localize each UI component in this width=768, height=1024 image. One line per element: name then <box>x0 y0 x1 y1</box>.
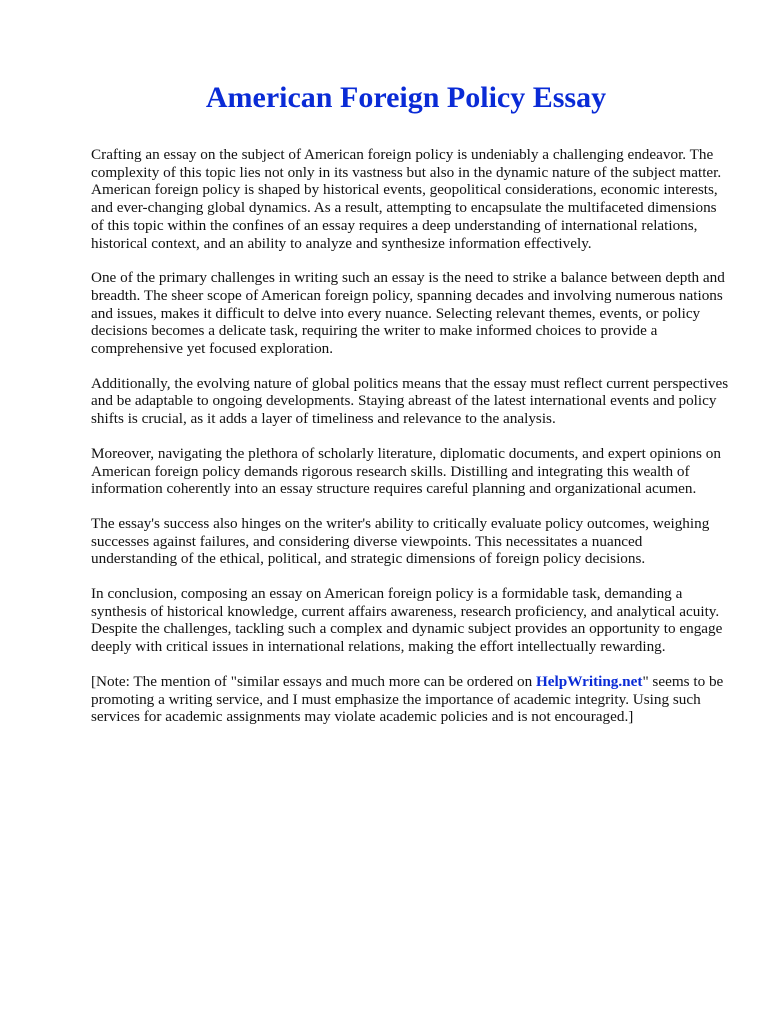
paragraph-evolving-politics: Additionally, the evolving nature of global politics means that the essay must reflect current perspectives and be adaptable to ongoing developments. Staying abreast of the latest international events and policy shifts is crucial, as it adds a layer of timeliness and relevance to the analysis. <box>91 374 729 428</box>
paragraph-depth-breadth: One of the primary challenges in writing such an essay is the need to strike a balance between depth and breadth. The sheer scope of American foreign policy, spanning decades and involving numerous nations and issues, makes it difficult to delve into every nuance. Selecting relevant themes, events, or policy decisions becomes a delicate task, requiring the writer to make informed choices to provide a comprehensive yet focused exploration. <box>91 269 725 358</box>
document-title: American Foreign Policy Essay <box>205 81 607 114</box>
note-text-before-link: [Note: The mention of "similar essays and much more can be ordered on <box>91 672 536 690</box>
note-text-after-link: " seems to be promoting a writing service, and I must emphasize the importance of academic integrity. Using such services for academic assignments may violate academic policies and is not encouraged.] <box>91 672 724 726</box>
note-paragraph <box>91 673 731 726</box>
paragraph-conclusion: In conclusion, composing an essay on American foreign policy is a formidable task, demanding a synthesis of historical knowledge, current affairs awareness, research proficiency, and analytical acuity. Despite the challenges, tackling such a complex and dynamic subject provides an opportunity to engage deeply with critical issues in international relations, making the effort intellectually rewarding. <box>91 585 723 656</box>
document-body <box>91 146 731 726</box>
paragraph-critical-evaluation: The essay's success also hinges on the writer's ability to critically evaluate policy outcomes, weighing successes against failures, and considering diverse viewpoints. This necessitates a nuanced understanding of the ethical, political, and strategic dimensions of foreign policy decisions. <box>91 514 710 568</box>
paragraph-research-skills: Moreover, navigating the plethora of scholarly literature, diplomatic documents, and expert opinions on American foreign policy demands rigorous research skills. Distilling and integrating this wealth of information coherently into an essay structure requires careful planning and organizational acumen. <box>91 444 721 498</box>
helpwriting-link[interactable]: HelpWriting.net <box>535 672 643 690</box>
paragraph-intro: Crafting an essay on the subject of American foreign policy is undeniably a challenging endeavor. The complexity of this topic lies not only in its vastness but also in the dynamic nature of the subject matter. American foreign policy is shaped by historical events, geopolitical considerations, economic interests, and ever-changing global dynamics. As a result, attempting to encapsulate the multifaceted dimensions of this topic within the confines of an essay requires a deep understanding of international relations, historical context, and an ability to analyze and synthesize information effectively. <box>91 146 722 252</box>
